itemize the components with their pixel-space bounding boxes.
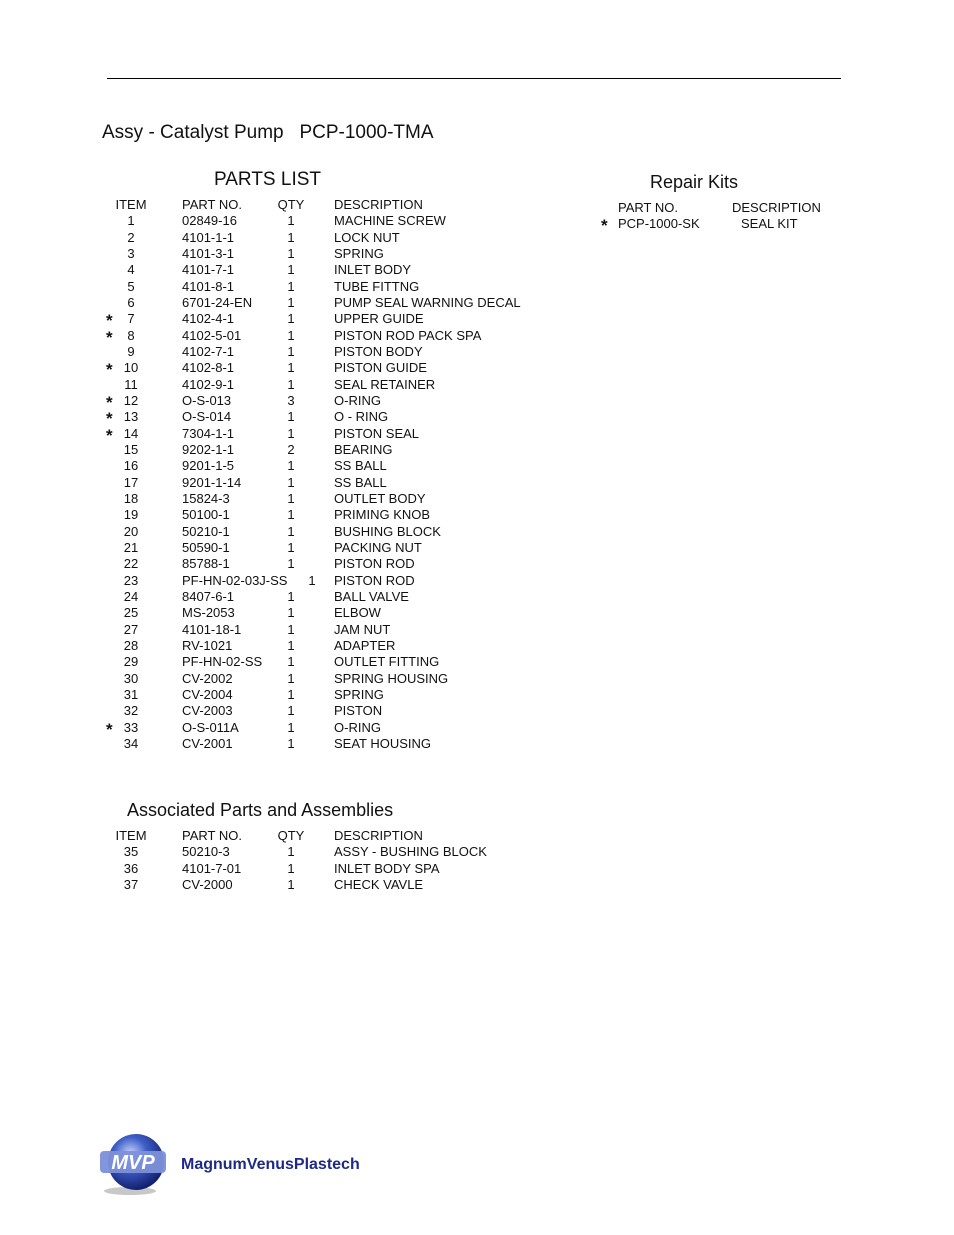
header-part-no: PART NO. — [182, 828, 242, 843]
description: PACKING NUT — [334, 539, 422, 555]
description: SS BALL — [334, 474, 387, 490]
quantity: 1 — [287, 719, 295, 735]
part-number: 4101-7-1 — [182, 262, 235, 278]
page-title: Assy - Catalyst Pump PCP-1000-TMA — [102, 122, 434, 143]
quantity: 1 — [287, 637, 295, 653]
item-number: 24 — [123, 588, 139, 604]
quantity: 1 — [287, 539, 295, 555]
part-number: O-S-011A — [182, 719, 239, 735]
recommended-spare-marker: * — [106, 425, 113, 445]
item-number: 28 — [123, 637, 139, 653]
part-number: 9201-1-5 — [182, 458, 235, 474]
parts-list-heading: PARTS LIST — [214, 169, 321, 190]
quantity: 1 — [287, 360, 295, 376]
part-number: 4102-9-1 — [182, 376, 235, 392]
description: SEAL RETAINER — [334, 376, 436, 392]
quantity: 1 — [287, 654, 295, 670]
part-number: 4101-18-1 — [182, 621, 242, 637]
part-number: CV-2000 — [182, 876, 233, 892]
part-number: 4102-5-01 — [182, 327, 242, 343]
description: TUBE FITTNG — [334, 278, 420, 294]
description: ASSY - BUSHING BLOCK — [334, 844, 487, 860]
item-number: 30 — [123, 670, 139, 686]
quantity: 1 — [287, 876, 295, 892]
item-number: 32 — [123, 703, 139, 719]
header-description: DESCRIPTION — [732, 200, 821, 215]
header-description: DESCRIPTION — [334, 197, 423, 212]
description: PUMP SEAL WARNING DECAL — [334, 294, 521, 310]
description: MACHINE SCREW — [334, 213, 446, 229]
header-item: ITEM — [115, 828, 147, 843]
item-number: 10 — [123, 360, 139, 376]
quantity: 1 — [287, 409, 295, 425]
item-number: 16 — [123, 458, 139, 474]
quantity: 1 — [287, 670, 295, 686]
quantity: 1 — [287, 262, 295, 278]
quantity: 1 — [287, 245, 295, 261]
part-number: PF-HN-02-SS — [182, 654, 263, 670]
recommended-spare-marker: * — [106, 311, 113, 331]
quantity: 1 — [287, 703, 295, 719]
part-number: CV-2002 — [182, 670, 233, 686]
item-number: 11 — [124, 376, 138, 392]
description: SPRING — [334, 245, 384, 261]
part-number: 4101-3-1 — [182, 245, 235, 261]
part-number: CV-2001 — [182, 735, 233, 751]
description: JAM NUT — [334, 621, 391, 637]
part-number: 50210-1 — [182, 523, 230, 539]
description: LOCK NUT — [334, 229, 400, 245]
description: O-RING — [334, 719, 381, 735]
description: PISTON — [334, 703, 383, 719]
quantity: 1 — [287, 294, 295, 310]
repair-kits-heading: Repair Kits — [650, 172, 739, 192]
quantity: 1 — [287, 588, 295, 604]
description: OUTLET BODY — [334, 490, 426, 506]
part-number: 9201-1-14 — [182, 474, 242, 490]
item-number: 9 — [127, 343, 135, 359]
item-number: 4 — [127, 262, 135, 278]
quantity: 1 — [308, 572, 316, 588]
quantity: 1 — [287, 343, 295, 359]
item-number: 31 — [123, 686, 139, 702]
quantity: 1 — [287, 556, 295, 572]
item-number: 12 — [123, 392, 139, 408]
recommended-spare-marker: * — [601, 216, 608, 236]
quantity: 1 — [287, 425, 295, 441]
header-qty: QTY — [277, 197, 305, 212]
item-number: 2 — [127, 229, 135, 245]
mvp-logo — [100, 1131, 400, 1197]
recommended-spare-marker: * — [106, 360, 113, 380]
part-number: 4101-8-1 — [182, 278, 235, 294]
description: INLET BODY — [334, 262, 412, 278]
description: SPRING HOUSING — [334, 670, 449, 686]
quantity: 1 — [287, 458, 295, 474]
description: PISTON BODY — [334, 343, 423, 359]
description: BEARING — [334, 441, 393, 457]
quantity: 1 — [287, 311, 295, 327]
item-number: 20 — [123, 523, 139, 539]
quantity: 1 — [287, 621, 295, 637]
description: O - RING — [334, 409, 389, 425]
description: SEAL KIT — [741, 216, 798, 232]
quantity: 1 — [287, 523, 295, 539]
description: SS BALL — [334, 458, 387, 474]
item-number: 1 — [127, 213, 135, 229]
part-number: 6701-24-EN — [182, 294, 253, 310]
quantity: 1 — [287, 735, 295, 751]
recommended-spare-marker: * — [106, 409, 113, 429]
description: SPRING — [334, 686, 384, 702]
item-number: 17 — [123, 474, 139, 490]
description: PISTON ROD — [334, 572, 415, 588]
header-rule — [107, 78, 841, 79]
item-number: 18 — [123, 490, 139, 506]
description: PISTON ROD PACK SPA — [334, 327, 482, 343]
header-part-no: PART NO. — [618, 200, 678, 215]
quantity: 1 — [287, 490, 295, 506]
description: BUSHING BLOCK — [334, 523, 441, 539]
quantity: 1 — [287, 229, 295, 245]
quantity: 1 — [287, 844, 295, 860]
part-number: 9202-1-1 — [182, 441, 235, 457]
part-number: 85788-1 — [182, 556, 230, 572]
part-number: 4102-7-1 — [182, 343, 235, 359]
description: O-RING — [334, 392, 381, 408]
part-number: 4101-1-1 — [182, 229, 235, 245]
item-number: 8 — [127, 327, 135, 343]
header-qty: QTY — [277, 828, 305, 843]
quantity: 1 — [287, 327, 295, 343]
quantity: 3 — [287, 392, 295, 408]
quantity: 1 — [287, 686, 295, 702]
description: PRIMING KNOB — [334, 507, 431, 523]
item-number: 25 — [123, 605, 139, 621]
item-number: 33 — [123, 719, 139, 735]
item-number: 36 — [123, 860, 139, 876]
item-number: 35 — [123, 844, 139, 860]
quantity: 1 — [287, 507, 295, 523]
recommended-spare-marker: * — [106, 327, 113, 347]
item-number: 37 — [123, 876, 139, 892]
item-number: 13 — [123, 409, 139, 425]
description: SEAT HOUSING — [334, 735, 432, 751]
item-number: 15 — [123, 441, 139, 457]
item-number: 5 — [127, 278, 135, 294]
part-number: 50590-1 — [182, 539, 230, 555]
description: CHECK VAVLE — [334, 876, 424, 892]
description: ELBOW — [334, 605, 381, 621]
part-number: 4101-7-01 — [182, 860, 242, 876]
part-number: 8407-6-1 — [182, 588, 235, 604]
part-number: 02849-16 — [182, 213, 237, 229]
item-number: 3 — [127, 245, 135, 261]
part-number: O-S-014 — [182, 409, 232, 425]
description: INLET BODY SPA — [334, 860, 440, 876]
logo-text: MagnumVenusPlastech — [181, 1156, 360, 1173]
part-number: 15824-3 — [182, 490, 230, 506]
description: BALL VALVE — [334, 588, 409, 604]
part-number: 50100-1 — [182, 507, 230, 523]
part-number: CV-2003 — [182, 703, 233, 719]
part-number: RV-1021 — [182, 637, 233, 653]
recommended-spare-marker: * — [106, 392, 113, 412]
part-number: MS-2053 — [182, 605, 235, 621]
description: PISTON SEAL — [334, 425, 420, 441]
item-number: 19 — [123, 507, 139, 523]
item-number: 6 — [127, 294, 135, 310]
item-number: 7 — [127, 311, 135, 327]
description: UPPER GUIDE — [334, 311, 424, 327]
mvp-globe-icon — [100, 1131, 180, 1197]
quantity: 1 — [287, 278, 295, 294]
part-number: 4102-4-1 — [182, 311, 235, 327]
part-number: CV-2004 — [182, 686, 233, 702]
header-part-no: PART NO. — [182, 197, 242, 212]
item-number: 23 — [123, 572, 139, 588]
item-number: 21 — [123, 539, 139, 555]
part-number: PF-HN-02-03J-SS — [182, 572, 288, 588]
quantity: 1 — [287, 860, 295, 876]
description: ADAPTER — [334, 637, 396, 653]
header-description: DESCRIPTION — [334, 828, 423, 843]
header-item: ITEM — [115, 197, 147, 212]
description: PISTON GUIDE — [334, 360, 427, 376]
part-number: 4102-8-1 — [182, 360, 235, 376]
part-number: 7304-1-1 — [182, 425, 235, 441]
description: PISTON ROD — [334, 556, 415, 572]
quantity: 2 — [287, 441, 295, 457]
quantity: 1 — [287, 474, 295, 490]
quantity: 1 — [287, 376, 295, 392]
item-number: 34 — [123, 735, 139, 751]
item-number: 14 — [123, 425, 139, 441]
part-number: 50210-3 — [182, 844, 230, 860]
description: OUTLET FITTING — [334, 654, 440, 670]
quantity: 1 — [287, 605, 295, 621]
quantity: 1 — [287, 213, 295, 229]
item-number: 27 — [123, 621, 139, 637]
part-number: PCP-1000-SK — [618, 216, 700, 232]
part-number: O-S-013 — [182, 392, 232, 408]
recommended-spare-marker: * — [106, 719, 113, 739]
item-number: 29 — [123, 654, 139, 670]
svg-text:MVP: MVP — [111, 1152, 155, 1174]
associated-heading: Associated Parts and Assemblies — [127, 800, 394, 820]
item-number: 22 — [123, 556, 139, 572]
